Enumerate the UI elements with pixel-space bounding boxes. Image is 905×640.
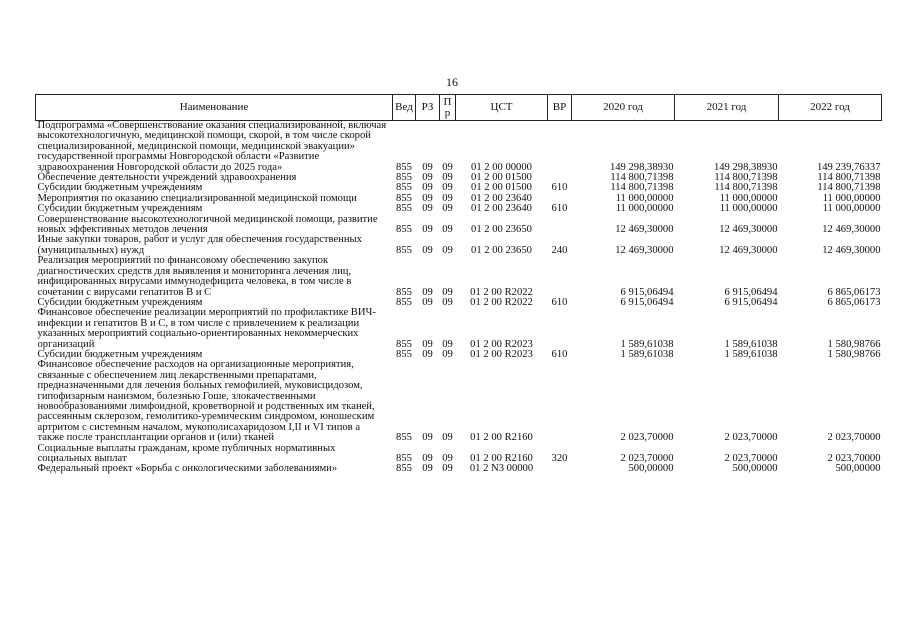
cell-vr bbox=[548, 360, 572, 443]
table-row bbox=[36, 360, 882, 443]
header-cst: ЦСТ bbox=[456, 95, 548, 121]
cell-name: Подпрограмма «Совершенствование оказания специализированной, включая высокотехнологичную, медицинской помощи, скорой, в том числе скорой специализированной, медицинской помощи, медицинской эвакуации» государственной программы Новгородской области «Развитие здравоохранения Новгородской области до 2025 года» bbox=[37, 120, 387, 173]
header-pr bbox=[440, 95, 456, 121]
cell-2020: 11 000,00000 bbox=[615, 192, 674, 204]
cell-vr: 320 bbox=[551, 453, 568, 464]
header-ved: Вед bbox=[393, 95, 416, 121]
cell-cst: 01 2 00 R2160 bbox=[470, 453, 533, 464]
cell-ved: 855 bbox=[396, 182, 412, 194]
cell-cst: 01 2 N3 00000 bbox=[469, 463, 534, 475]
cell-2020: 114 800,71398 bbox=[610, 172, 674, 184]
cell-pr: 09 bbox=[442, 161, 453, 173]
table-body bbox=[36, 121, 882, 475]
cell-ved: 855 bbox=[396, 192, 412, 204]
cell-2022: 6 865,06173 bbox=[827, 296, 881, 308]
table-row bbox=[36, 464, 882, 474]
header-rz: РЗ bbox=[416, 95, 440, 121]
cell-vr: 610 bbox=[551, 182, 568, 194]
cell-pr: 09 bbox=[442, 338, 453, 350]
cell-cst: 01 2 00 23640 bbox=[471, 203, 532, 215]
cell-2020: 500,00000 bbox=[628, 463, 674, 475]
cell-2022: 114 800,71398 bbox=[817, 172, 881, 184]
cell-name: Иные закупки товаров, работ и услуг для обеспечения государственных (муниципальных) нужд bbox=[37, 234, 362, 256]
cell-2022: 1 580,98766 bbox=[827, 348, 881, 360]
cell-2022: 11 000,00000 bbox=[822, 192, 881, 204]
table-row bbox=[36, 308, 882, 350]
cell-pr: 09 bbox=[442, 172, 453, 184]
cell-pr: 09 bbox=[442, 203, 453, 215]
table-row bbox=[36, 121, 882, 174]
cell-2022: 12 469,30000 bbox=[822, 244, 881, 256]
cell-name: Обеспечение деятельности учреждений здравоохранения bbox=[37, 172, 297, 184]
cell-2022: 11 000,00000 bbox=[822, 203, 881, 215]
cell-2021: 11 000,00000 bbox=[719, 192, 778, 204]
table-header bbox=[36, 95, 882, 121]
cell-name: Субсидии бюджетным учреждениям bbox=[37, 348, 203, 360]
cell-name: Совершенствование высокотехнологичной медицинской помощи, развитие новых эффективных методов лечения bbox=[37, 213, 378, 236]
cell-name: Финансовое обеспечение расходов на организационные мероприятия, связанные с обеспечением лиц лекарственными препаратами, предназначенными для лечения больных гемофилией, муковисцидозом, гипофизарным нанизмом, болезнью Гоше, злокачественными новообразованиями лимфоидной, кроветворной и родственных им тканей, рассеянным склерозом, гемолитико-уремическим синдромом, юношеским артритом с системным началом, мукополисахаридозом I,II и VI типов а также после трансплантации органов и (или) тканей bbox=[37, 359, 375, 444]
cell-2020: 1 589,61038 bbox=[620, 348, 674, 360]
cell-vr: 610 bbox=[551, 296, 568, 308]
cell-vr: 610 bbox=[551, 348, 568, 360]
cell-ved: 855 bbox=[396, 338, 412, 350]
cell-pr: 09 bbox=[442, 182, 453, 194]
cell-rz: 09 bbox=[422, 463, 433, 475]
table-row bbox=[36, 235, 882, 256]
cell-2022: 1 580,98766 bbox=[827, 338, 881, 350]
cell-2020: 2 023,70000 bbox=[620, 453, 674, 464]
cell-ved: 855 bbox=[396, 161, 412, 173]
cell-name: Мероприятия по оказанию специализированной медицинской помощи bbox=[37, 192, 357, 204]
cell-rz: 09 bbox=[422, 172, 433, 184]
cell-rz: 09 bbox=[422, 192, 433, 204]
cell-ved: 855 bbox=[396, 286, 412, 298]
cell-rz: 09 bbox=[422, 203, 433, 215]
cell-2020: 12 469,30000 bbox=[615, 224, 674, 236]
cell-2022: 2 023,70000 bbox=[827, 453, 881, 464]
cell-pr: 09 bbox=[442, 244, 453, 256]
cell-2021: 114 800,71398 bbox=[714, 182, 778, 194]
cell-2020: 1 589,61038 bbox=[620, 338, 674, 350]
cell-pr: 09 bbox=[442, 192, 453, 204]
cell-name: Субсидии бюджетным учреждениям bbox=[37, 182, 203, 194]
cell-vr: 240 bbox=[551, 244, 568, 256]
cell-pr: 09 bbox=[442, 286, 453, 298]
cell-vr bbox=[548, 256, 572, 298]
cell-cst: 01 2 00 23650 bbox=[471, 224, 532, 236]
cell-name: Социальные выплаты гражданам, кроме публичных нормативных социальных выплат bbox=[37, 442, 336, 464]
cell-cst: 01 2 00 R2022 bbox=[470, 296, 533, 308]
cell-cst: 01 2 00 23650 bbox=[471, 244, 532, 256]
cell-cst: 01 2 00 R2023 bbox=[470, 348, 533, 360]
cell-2022: 2 023,70000 bbox=[827, 432, 881, 444]
cell-2020: 114 800,71398 bbox=[610, 182, 674, 194]
cell-2021: 6 915,06494 bbox=[724, 296, 778, 308]
cell-vr: 610 bbox=[551, 203, 568, 215]
cell-2022: 114 800,71398 bbox=[817, 182, 881, 194]
cell-ved: 855 bbox=[396, 348, 412, 360]
cell-2020: 6 915,06494 bbox=[620, 296, 674, 308]
cell-name: Федеральный проект «Борьба с онкологическими заболеваниями» bbox=[37, 463, 338, 475]
cell-2022: 12 469,30000 bbox=[822, 224, 881, 236]
header-2022: 2022 год bbox=[779, 95, 882, 121]
cell-pr: 09 bbox=[442, 463, 453, 475]
cell-2021: 6 915,06494 bbox=[724, 286, 778, 298]
table-row bbox=[36, 215, 882, 236]
header-pr-top: П bbox=[443, 95, 452, 108]
cell-2021: 12 469,30000 bbox=[719, 224, 778, 236]
cell-2021: 1 589,61038 bbox=[724, 348, 778, 360]
cell-2020: 2 023,70000 bbox=[620, 432, 674, 444]
cell-rz: 09 bbox=[422, 338, 433, 350]
cell-pr: 09 bbox=[442, 432, 453, 444]
page-number: 16 bbox=[446, 75, 458, 89]
cell-2021: 12 469,30000 bbox=[719, 244, 778, 256]
cell-2021: 114 800,71398 bbox=[714, 172, 778, 184]
cell-2022: 6 865,06173 bbox=[827, 286, 881, 298]
cell-cst: 01 2 00 23640 bbox=[471, 192, 532, 204]
cell-2021: 11 000,00000 bbox=[719, 203, 778, 215]
cell-vr bbox=[548, 308, 572, 350]
cell-rz: 09 bbox=[422, 224, 433, 236]
cell-2020: 6 915,06494 bbox=[620, 286, 674, 298]
budget-table bbox=[35, 94, 882, 475]
cell-ved: 855 bbox=[396, 244, 412, 256]
cell-2021: 149 298,38930 bbox=[713, 161, 778, 173]
cell-rz: 09 bbox=[422, 296, 433, 308]
cell-name: Субсидии бюджетным учреждениям bbox=[37, 296, 203, 308]
cell-rz: 09 bbox=[422, 161, 433, 173]
cell-ved: 855 bbox=[396, 453, 412, 464]
cell-ved: 855 bbox=[396, 432, 412, 444]
cell-2021: 1 589,61038 bbox=[724, 338, 778, 350]
cell-rz: 09 bbox=[422, 453, 433, 464]
cell-pr: 09 bbox=[442, 453, 453, 464]
cell-cst: 01 2 00 01500 bbox=[471, 182, 532, 194]
cell-pr: 09 bbox=[442, 348, 453, 360]
cell-ved: 855 bbox=[396, 224, 412, 236]
header-pr-bottom: р bbox=[444, 106, 451, 119]
cell-2020: 149 298,38930 bbox=[609, 161, 674, 173]
cell-name: Реализация мероприятий по финансовому обеспечению закупок диагностических средств для выявления и мониторинга лечения лиц, инфицированных вирусами иммунодефицита человека, в том числе в сочетании с вирусами гепатитов В и С bbox=[37, 255, 352, 298]
cell-2021: 2 023,70000 bbox=[724, 453, 778, 464]
cell-rz: 09 bbox=[422, 182, 433, 194]
cell-vr bbox=[548, 215, 572, 236]
cell-pr: 09 bbox=[442, 296, 453, 308]
header-2021: 2021 год bbox=[675, 95, 779, 121]
table-row bbox=[36, 256, 882, 298]
cell-rz: 09 bbox=[422, 244, 433, 256]
cell-rz: 09 bbox=[422, 432, 433, 444]
header-vr: ВР bbox=[548, 95, 572, 121]
cell-name: Субсидии бюджетным учреждениям bbox=[37, 203, 203, 215]
cell-2022: 149 239,76337 bbox=[816, 161, 881, 173]
cell-2020: 12 469,30000 bbox=[615, 244, 674, 256]
cell-2020: 11 000,00000 bbox=[615, 203, 674, 215]
cell-ved: 855 bbox=[396, 463, 412, 475]
header-2020: 2020 год bbox=[572, 95, 675, 121]
cell-cst: 01 2 00 00000 bbox=[471, 161, 532, 173]
cell-cst: 01 2 00 01500 bbox=[471, 172, 532, 184]
header-name: Наименование bbox=[36, 95, 393, 121]
cell-cst: 01 2 00 R2023 bbox=[470, 338, 533, 350]
cell-ved: 855 bbox=[396, 172, 412, 184]
cell-ved: 855 bbox=[396, 203, 412, 215]
cell-2021: 2 023,70000 bbox=[724, 432, 778, 444]
cell-rz: 09 bbox=[422, 286, 433, 298]
cell-cst: 01 2 00 R2160 bbox=[470, 432, 533, 444]
cell-rz: 09 bbox=[422, 348, 433, 360]
cell-vr bbox=[548, 121, 572, 174]
table-row bbox=[36, 444, 882, 465]
cell-2021: 500,00000 bbox=[732, 463, 778, 475]
cell-pr: 09 bbox=[442, 224, 453, 236]
cell-ved: 855 bbox=[396, 296, 412, 308]
cell-name: Финансовое обеспечение реализации мероприятий по профилактике ВИЧ-инфекции и гепатитов В и С, в том числе с привлечением к реализации указанных мероприятий социально-ориентированных некоммерческих организаций bbox=[37, 307, 376, 350]
cell-cst: 01 2 00 R2022 bbox=[470, 286, 533, 298]
cell-2022: 500,00000 bbox=[835, 463, 881, 475]
cell-vr bbox=[548, 464, 572, 474]
